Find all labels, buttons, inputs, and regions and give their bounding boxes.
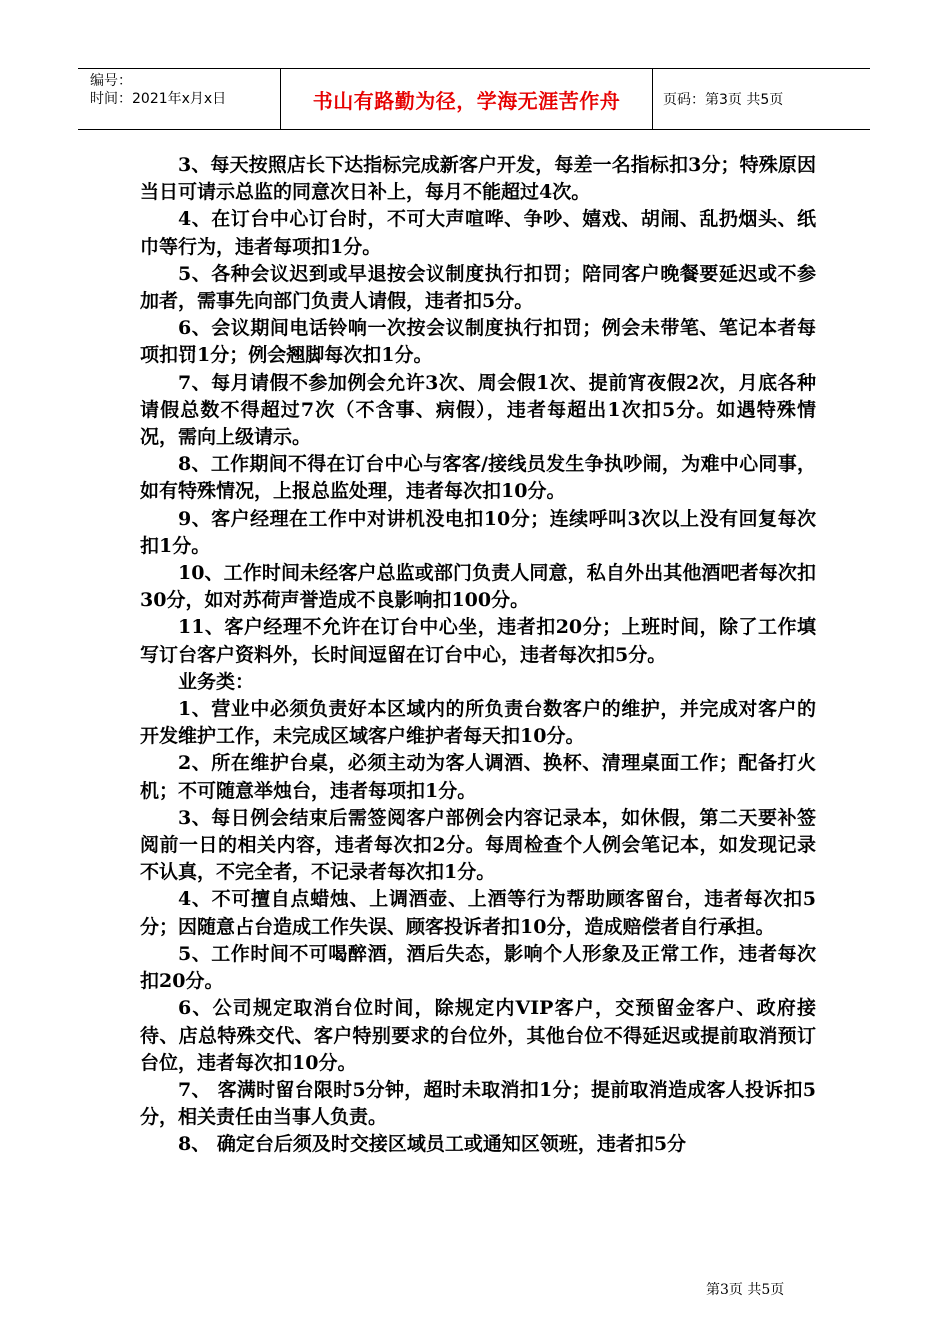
header-meta	[78, 69, 281, 129]
paragraph-13: 3、每日例会结束后需签阅客户部例会内容记录本，如休假，第二天要补签阅前一日的相关内容，违者每次扣2分。每周检查个人例会笔记本，如发现记录不认真，不完全者，不记录者每次扣1分。	[140, 806, 816, 884]
paragraph-16: 6、公司规定取消台位时间，除规定内VIP客户，交预留金客户、政府接待、店总特殊交代、客户特别要求的台位外，其他台位不得延迟或提前取消预订台位，违者每次扣10分。	[140, 997, 816, 1074]
header-motto: 书山有路勤为径，学海无涯苦作舟	[281, 69, 653, 129]
paragraph-14: 4、不可擅自点蜡烛、上调酒壶、上酒等行为帮助顾客留台，违者每次扣5分；因随意占台造成工作失误、顾客投诉者扣10分，造成赔偿者自行承担。	[140, 888, 816, 938]
header-page-code: 页码：第3页 共5页	[663, 92, 784, 108]
page-header	[78, 68, 870, 130]
paragraph-2: 4、在订台中心订台时，不可大声喧哗、争吵、嬉戏、胡闹、乱扔烟头、纸巾等行为，违者每项扣1分。	[140, 208, 816, 258]
number-label: 编号：	[90, 73, 132, 89]
paragraph-11: 1、营业中必须负责好本区域内的所负责台数客户的维护，并完成对客户的开发维护工作，未完成区域客户维护者每天扣10分。	[140, 698, 816, 748]
paragraph-1: 3、每天按照店长下达指标完成新客户开发，每差一名指标扣3分；特殊原因当日可请示总监的同意次日补上，每月不能超过4次。	[140, 154, 816, 204]
page-footer: 第3页 共5页	[706, 1282, 785, 1298]
paragraph-3: 5、各种会议迟到或早退按会议制度执行扣罚；陪同客户晚餐要延迟或不参加者，需事先向部门负责人请假，违者扣5分。	[140, 262, 816, 313]
paragraph-7: 9、客户经理在工作中对讲机没电扣10分；连续呼叫3次以上没有回复每次扣1分。	[140, 507, 816, 557]
paragraph-4: 6、会议期间电话铃响一次按会议制度执行扣罚；例会未带笔、笔记本者每项扣罚1分；例会翘脚每次扣1分。	[140, 317, 816, 367]
paragraph-5: 7、每月请假不参加例会允许3次、周会假1次、提前宵夜假2次，月底各种请假总数不得超过7次（不含事、病假），违者每超出1次扣5分。如遇特殊情况，需向上级请示。	[140, 371, 816, 449]
paragraph-17: 7、 客满时留台限时5分钟，超时未取消扣1分；提前取消造成客人投诉扣5分，相关责任由当事人负责。	[140, 1078, 816, 1129]
paragraph-8: 10、工作时间未经客户总监或部门负责人同意，私自外出其他酒吧者每次扣30分，如对苏荷声誉造成不良影响扣100分。	[140, 562, 816, 612]
section-heading-business: 业务类：	[178, 670, 255, 693]
document-body	[140, 152, 816, 1159]
paragraph-12: 2、所在维护台桌，必须主动为客人调酒、换杯、清理桌面工作；配备打火机；不可随意举烛台，违者每项扣1分。	[140, 752, 816, 802]
paragraph-18: 8、 确定台后须及时交接区域员工或通知区领班，违者扣5分	[178, 1133, 687, 1156]
paragraph-15: 5、工作时间不可喝醉酒，酒后失态，影响个人形象及正常工作，违者每次扣20分。	[140, 942, 816, 993]
paragraph-9: 11、客户经理不允许在订台中心坐，违者扣20分；上班时间，除了工作填写订台客户资料外，长时间逗留在订台中心，违者每次扣5分。	[140, 616, 816, 666]
time-label: 时间：2021年x月x日	[90, 91, 227, 107]
paragraph-6: 8、工作期间不得在订台中心与客客/接线员发生争执吵闹，为难中心同事，如有特殊情况，上报总监处理，违者每次扣10分。	[140, 453, 816, 503]
